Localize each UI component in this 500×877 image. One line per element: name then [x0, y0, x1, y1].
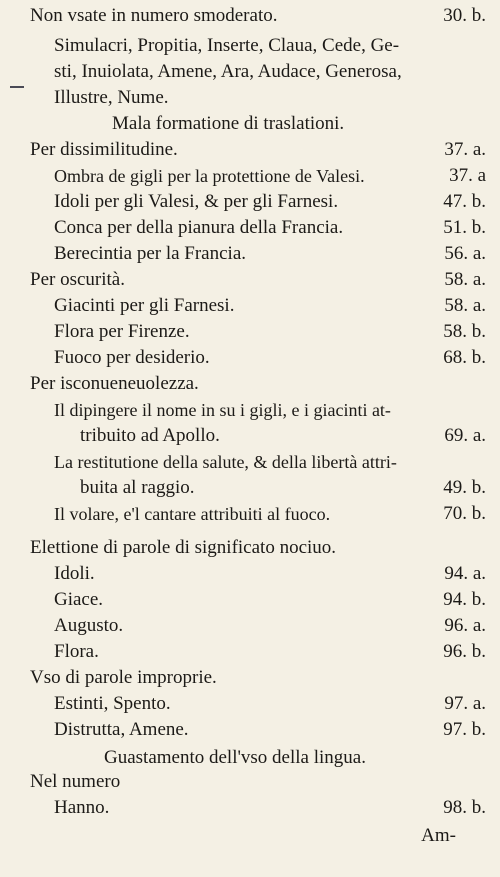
- page-ref: 97. a.: [444, 693, 486, 714]
- entry-text: Flora per Firenze.: [54, 321, 190, 342]
- entry-text: Conca per della pianura della Francia.: [54, 217, 344, 238]
- entry-text: Idoli.: [54, 563, 95, 584]
- entry-text: Il volare, e'l cantare attribuiti al fuoco.: [54, 504, 331, 524]
- entry-text: Distrutta, Amene.: [54, 719, 189, 740]
- index-line: [0, 769, 500, 795]
- page-ref: 70. b.: [443, 503, 486, 524]
- entry-text: Augusto.: [54, 615, 124, 636]
- entry-text: Giace.: [54, 589, 104, 610]
- entry-text: Non vsate in numero smoderato.: [30, 5, 278, 26]
- page-ref: 98. b.: [443, 797, 486, 818]
- page-ref: 94. b.: [443, 589, 486, 610]
- index-line: [0, 85, 500, 111]
- index-line: [0, 267, 500, 293]
- catchword-line: [0, 823, 500, 849]
- entry-text: Per isconueneuolezza.: [30, 373, 199, 394]
- page-ref: 58. a.: [444, 295, 486, 316]
- index-line: [0, 33, 500, 59]
- index-line: [0, 215, 500, 241]
- index-line: [0, 475, 500, 501]
- index-line: [0, 137, 500, 163]
- entry-text: Vso di parole improprie.: [30, 667, 217, 688]
- index-line: [0, 293, 500, 319]
- page-ref: 58. a.: [444, 269, 486, 290]
- index-line: [0, 639, 500, 665]
- page-ref: 58. b.: [443, 321, 486, 342]
- entry-text: Ombra de gigli per la protettione de Valesi.: [54, 166, 365, 186]
- index-line: [0, 59, 500, 85]
- index-line: [0, 423, 500, 449]
- entry-text: Estinti, Spento.: [54, 693, 171, 714]
- index-line: [0, 189, 500, 215]
- page-ref: 49. b.: [443, 477, 486, 498]
- entry-text: Illustre, Nume.: [54, 87, 169, 108]
- index-line: [0, 397, 500, 423]
- index-line: [0, 613, 500, 639]
- index-line: [0, 3, 500, 29]
- entry-text: buita al raggio.: [80, 477, 195, 498]
- index-line: [0, 535, 500, 561]
- index-line: [0, 501, 500, 527]
- entry-text: Per dissimilitudine.: [30, 139, 178, 160]
- entry-text: Hanno.: [54, 797, 110, 818]
- index-line: [0, 449, 500, 475]
- index-line: [0, 241, 500, 267]
- index-line: [0, 587, 500, 613]
- entry-text: Flora.: [54, 641, 99, 662]
- section-heading: Guastamento dell'vso della lingua.: [104, 747, 366, 768]
- page-ref: 37. a.: [444, 139, 486, 160]
- entry-text: Idoli per gli Valesi, & per gli Farnesi.: [54, 191, 339, 212]
- index-line: [0, 795, 500, 821]
- entry-text: Fuoco per desiderio.: [54, 347, 210, 368]
- entry-text: Elettione di parole di significato nociuo.: [30, 537, 337, 558]
- index-line: [0, 691, 500, 717]
- page-ref: 69. a.: [444, 425, 486, 446]
- page-ref: 30. b.: [443, 5, 486, 26]
- index-line: [0, 745, 500, 771]
- page-ref: 51. b.: [443, 217, 486, 238]
- index-line: [0, 345, 500, 371]
- entry-text: La restitutione della salute, & della libertà attri-: [54, 452, 397, 472]
- index-line: [0, 561, 500, 587]
- page-ref: 97. b.: [443, 719, 486, 740]
- page-ref: 68. b.: [443, 347, 486, 368]
- index-line: [0, 665, 500, 691]
- entry-text: Giacinti per gli Farnesi.: [54, 295, 235, 316]
- index-line: [0, 717, 500, 743]
- entry-text: Berecintia per la Francia.: [54, 243, 247, 264]
- index-line: [0, 163, 500, 189]
- index-line: [0, 371, 500, 397]
- catchword: Am-: [421, 825, 456, 846]
- page-ref: 96. b.: [443, 641, 486, 662]
- page-ref: 94. a.: [444, 563, 486, 584]
- page-ref: 47. b.: [443, 191, 486, 212]
- entry-text: Il dipingere il nome in su i gigli, e i giacinti at-: [54, 400, 391, 420]
- page-ref: 56. a.: [444, 243, 486, 264]
- index-line: [0, 111, 500, 137]
- section-heading: Mala formatione di traslationi.: [112, 113, 345, 134]
- page-ref: 37. a: [449, 165, 486, 186]
- entry-text: Simulacri, Propitia, Inserte, Claua, Cede, Ge-: [54, 35, 400, 56]
- page-ref: 96. a.: [444, 615, 486, 636]
- entry-text: sti, Inuiolata, Amene, Ara, Audace, Generosa,: [54, 61, 402, 82]
- index-line: [0, 319, 500, 345]
- entry-text: tribuito ad Apollo.: [80, 425, 220, 446]
- entry-text: Per oscurità.: [30, 269, 125, 290]
- entry-text: Nel numero: [30, 771, 121, 792]
